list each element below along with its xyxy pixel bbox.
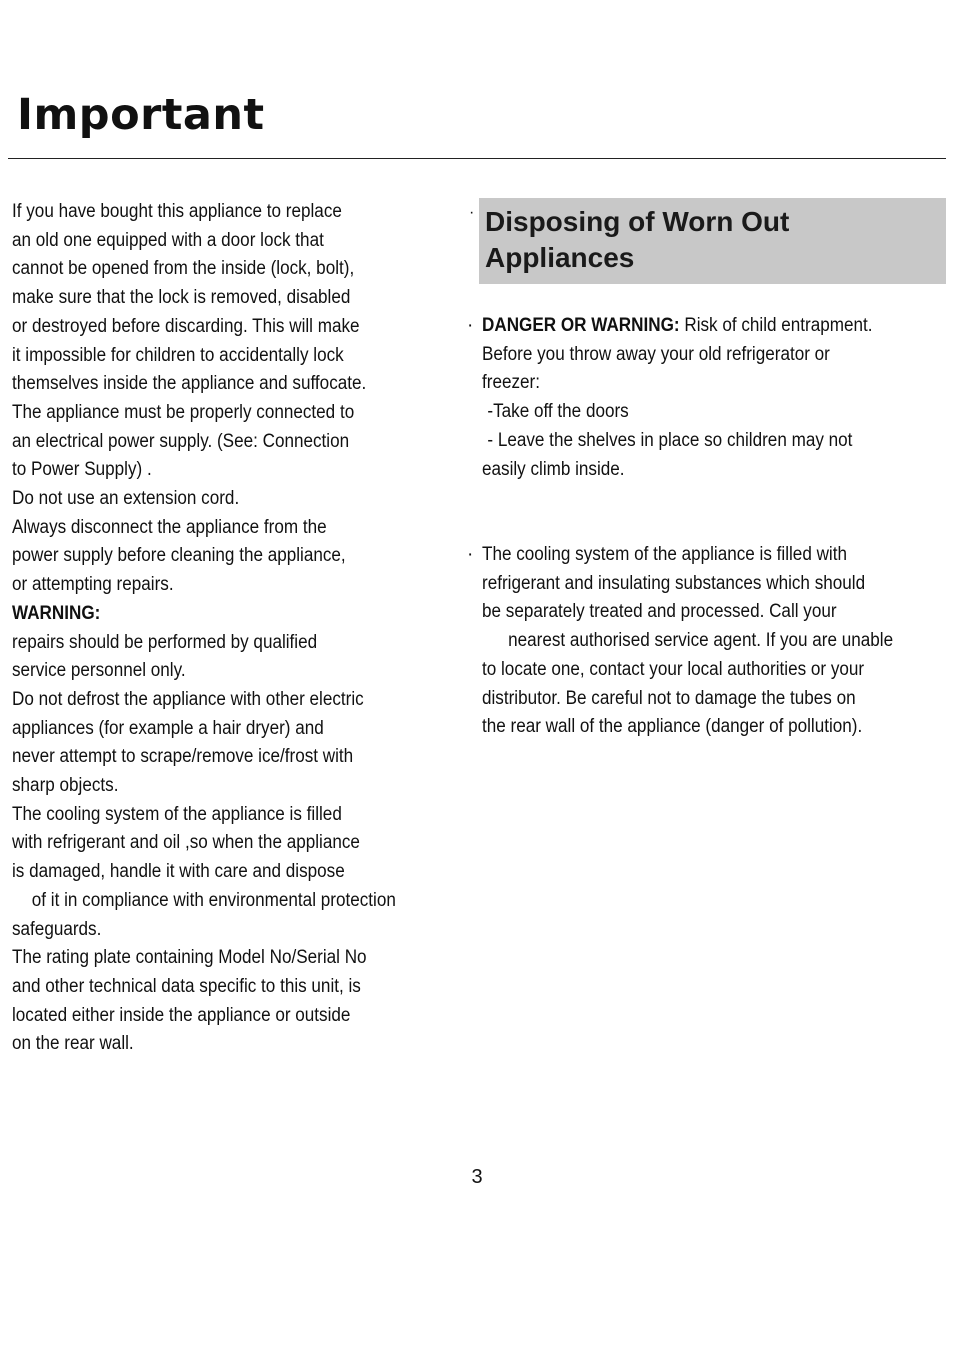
- section-heading: [485, 204, 789, 276]
- warning-label: WARNING:: [12, 602, 101, 624]
- page-title: Important: [17, 90, 265, 140]
- text-line: Before you throw away your old refrigerator or: [482, 343, 830, 365]
- text-line: and other technical data specific to this unit, is: [12, 975, 361, 997]
- danger-warning-block: [482, 312, 905, 484]
- text-line: make sure that the lock is removed, disabled: [12, 287, 351, 309]
- cooling-system-block: [482, 541, 905, 742]
- heading-bullet: ·: [469, 204, 475, 221]
- bullet: ·: [467, 544, 474, 565]
- text-line: refrigerant and insulating substances which should: [482, 572, 866, 594]
- text-line: power supply before cleaning the appliance,: [12, 545, 346, 567]
- text-line: The appliance must be properly connected to: [12, 401, 355, 423]
- text-line: on the rear wall.: [12, 1033, 134, 1055]
- text-line: or attempting repairs.: [12, 574, 174, 596]
- text-line: Always disconnect the appliance from the: [12, 516, 327, 538]
- text-line: located either inside the appliance or outside: [12, 1004, 351, 1026]
- text-line: The cooling system of the appliance is filled: [12, 803, 342, 825]
- text-line: it impossible for children to accidentally lock: [12, 344, 344, 366]
- text-line: an old one equipped with a door lock that: [12, 229, 324, 251]
- text-line: - Leave the shelves in place so children may not: [487, 429, 853, 451]
- text-line: be separately treated and processed. Call your: [482, 601, 837, 623]
- text-line: of it in compliance with environmental protection: [31, 889, 396, 911]
- text-line: [482, 312, 905, 341]
- section-heading-line: Disposing of Worn Out: [485, 206, 790, 237]
- text-line: The cooling system of the appliance is filled with: [482, 544, 847, 565]
- text-line: cannot be opened from the inside (lock, bolt),: [12, 258, 355, 280]
- text-line: with refrigerant and oil ,so when the appliance: [12, 832, 360, 854]
- text-line: nearest authorised service agent. If you are unable: [508, 630, 894, 652]
- section-heading-box: [479, 198, 946, 284]
- text-line: If you have bought this appliance to replace: [12, 201, 342, 222]
- text-line: The rating plate containing Model No/Serial No: [12, 947, 367, 969]
- page-number: 3: [471, 1166, 483, 1188]
- text-line: safeguards.: [12, 918, 102, 940]
- left-column-text: [12, 198, 396, 1059]
- text-line: distributor. Be careful not to damage the tubes on: [482, 687, 856, 709]
- text-line: easily climb inside.: [482, 458, 625, 480]
- text-line: themselves inside the appliance and suffocate.: [12, 373, 367, 395]
- text-line: Risk of child entrapment.: [679, 315, 873, 336]
- text-line: Do not defrost the appliance with other electric: [12, 688, 364, 710]
- bullet: ·: [467, 315, 474, 336]
- section-heading-line: Appliances: [485, 242, 635, 273]
- title-divider: [8, 158, 946, 159]
- text-line: Do not use an extension cord.: [12, 488, 240, 510]
- text-line: an electrical power supply. (See: Connection: [12, 430, 350, 452]
- text-line: to Power Supply) .: [12, 459, 152, 481]
- danger-warning-label: DANGER OR WARNING:: [482, 315, 680, 336]
- text-line: or destroyed before discarding. This will make: [12, 315, 360, 337]
- text-line: the rear wall of the appliance (danger of pollution).: [482, 716, 863, 738]
- text-line: repairs should be performed by qualified: [12, 631, 318, 653]
- text-line: to locate one, contact your local authorities or your: [482, 658, 865, 680]
- text-line: never attempt to scrape/remove ice/frost with: [12, 746, 354, 768]
- text-line: is damaged, handle it with care and dispose: [12, 861, 345, 883]
- text-line: appliances (for example a hair dryer) and: [12, 717, 324, 739]
- text-line: -Take off the doors: [487, 401, 629, 423]
- text-line: sharp objects.: [12, 775, 119, 797]
- text-line: service personnel only.: [12, 660, 186, 682]
- text-line: freezer:: [482, 372, 540, 394]
